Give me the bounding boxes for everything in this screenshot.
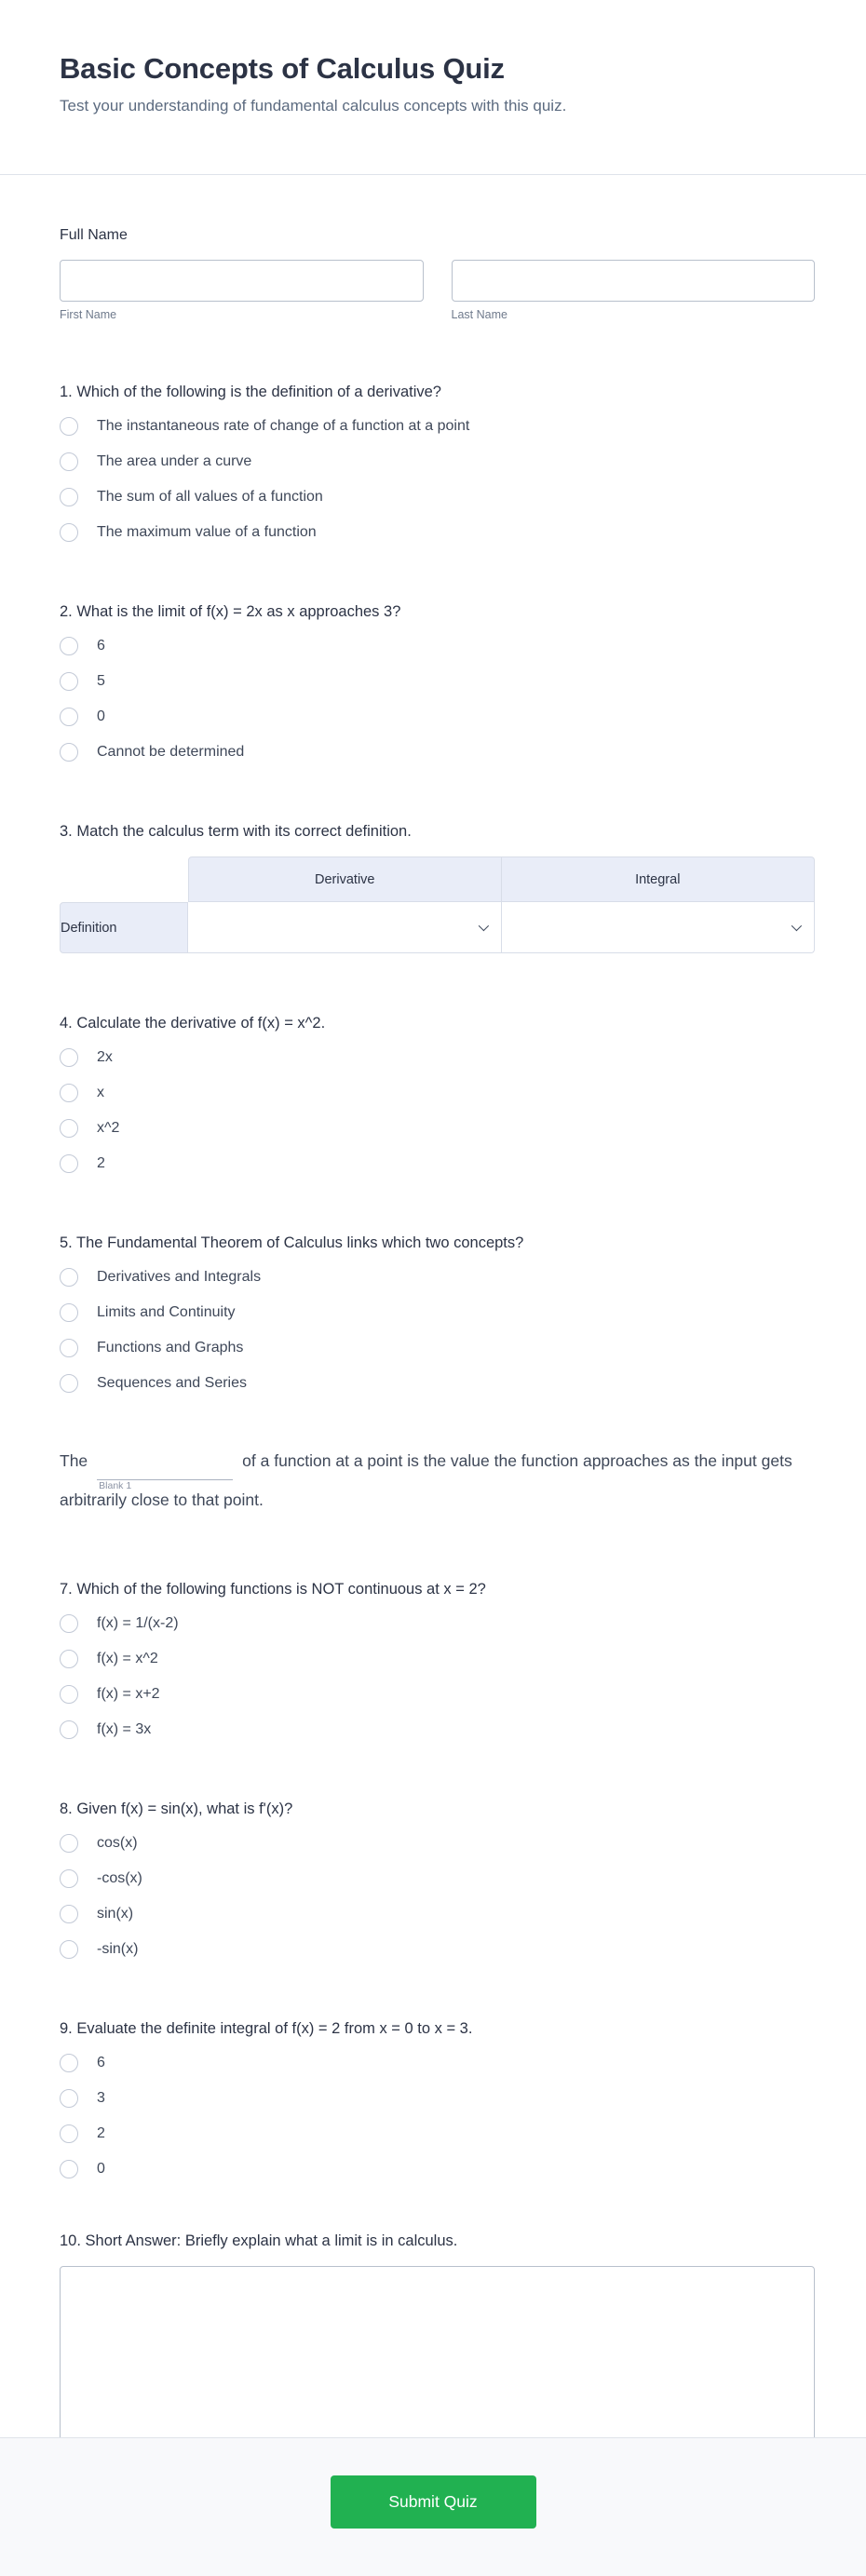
radio-option-label: -cos(x) bbox=[97, 1870, 142, 1886]
radio-option[interactable] bbox=[60, 1905, 815, 1923]
question-8 bbox=[60, 1799, 815, 1959]
blank-sublabel: Blank 1 bbox=[99, 1480, 132, 1491]
radio-option-label: f(x) = 1/(x-2) bbox=[97, 1615, 179, 1631]
radio-option-label: f(x) = 3x bbox=[97, 1721, 152, 1737]
radio-option[interactable] bbox=[60, 1614, 815, 1633]
radio-button-icon[interactable] bbox=[60, 1303, 78, 1322]
radio-option-label: 6 bbox=[97, 2055, 105, 2070]
radio-button-icon[interactable] bbox=[60, 1905, 78, 1923]
matrix-dropdown-integral[interactable] bbox=[502, 902, 816, 953]
radio-option[interactable] bbox=[60, 2160, 815, 2178]
radio-button-icon[interactable] bbox=[60, 672, 78, 691]
radio-option-label: sin(x) bbox=[97, 1906, 134, 1922]
matrix-body-row bbox=[60, 902, 815, 953]
fullname-label: Full Name bbox=[60, 227, 128, 243]
radio-button-icon[interactable] bbox=[60, 1374, 78, 1393]
last-name-sublabel: Last Name bbox=[451, 308, 507, 321]
matrix-column-header-integral: Integral bbox=[502, 856, 816, 902]
first-name-input[interactable] bbox=[60, 260, 424, 302]
text-after-blank: of a function at a point is the value the function approaches as the input gets arbitrarily close to that point. bbox=[60, 1451, 792, 1509]
radio-option[interactable] bbox=[60, 1119, 815, 1138]
question-2 bbox=[60, 601, 815, 762]
question-4 bbox=[60, 1013, 815, 1173]
question-3 bbox=[60, 821, 815, 953]
question-1 bbox=[60, 382, 815, 542]
radio-option-label: The sum of all values of a function bbox=[97, 489, 323, 505]
last-name-col bbox=[452, 260, 816, 322]
radio-option[interactable] bbox=[60, 2124, 815, 2143]
radio-option[interactable] bbox=[60, 743, 815, 762]
form-footer bbox=[0, 2437, 866, 2576]
radio-button-icon[interactable] bbox=[60, 1048, 78, 1067]
radio-option-label: Cannot be determined bbox=[97, 744, 245, 760]
radio-option[interactable] bbox=[60, 1685, 815, 1704]
question-label: 4. Calculate the derivative of f(x) = x^2. bbox=[60, 1015, 326, 1032]
radio-option[interactable] bbox=[60, 1834, 815, 1853]
question-label: 7. Which of the following functions is NOT continuous at x = 2? bbox=[60, 1581, 486, 1598]
radio-option[interactable] bbox=[60, 1339, 815, 1357]
radio-option-label: Derivatives and Integrals bbox=[97, 1269, 262, 1285]
radio-option[interactable] bbox=[60, 708, 815, 726]
radio-button-icon[interactable] bbox=[60, 1268, 78, 1287]
radio-option-label: 6 bbox=[97, 638, 105, 654]
matrix-column-header-derivative: Derivative bbox=[188, 856, 502, 902]
question-10 bbox=[60, 2231, 815, 2459]
form-body bbox=[0, 226, 866, 2459]
radio-option[interactable] bbox=[60, 1048, 815, 1067]
question-label: 3. Match the calculus term with its correct definition. bbox=[60, 823, 412, 840]
radio-button-icon[interactable] bbox=[60, 1834, 78, 1853]
question-7 bbox=[60, 1579, 815, 1739]
radio-option-label: 2 bbox=[97, 1155, 105, 1171]
submit-quiz-button[interactable]: Submit Quiz bbox=[331, 2475, 536, 2529]
radio-option-label: -sin(x) bbox=[97, 1941, 139, 1957]
questions-container bbox=[60, 382, 815, 2459]
radio-button-icon[interactable] bbox=[60, 452, 78, 471]
question-5 bbox=[60, 1233, 815, 1393]
short-answer-textarea[interactable] bbox=[60, 2266, 815, 2459]
matrix-table bbox=[60, 856, 815, 953]
chevron-down-icon bbox=[478, 921, 488, 931]
radio-option-label: The instantaneous rate of change of a function at a point bbox=[97, 418, 470, 434]
radio-button-icon[interactable] bbox=[60, 1685, 78, 1704]
radio-option-label: x bbox=[97, 1085, 104, 1100]
radio-button-icon[interactable] bbox=[60, 2124, 78, 2143]
text-before-blank: The bbox=[60, 1451, 88, 1470]
radio-option[interactable] bbox=[60, 1720, 815, 1739]
radio-option-label: Functions and Graphs bbox=[97, 1340, 244, 1355]
radio-option[interactable] bbox=[60, 523, 815, 542]
matrix-corner-cell bbox=[60, 856, 188, 902]
question-label: 2. What is the limit of f(x) = 2x as x approaches 3? bbox=[60, 603, 401, 620]
radio-button-icon[interactable] bbox=[60, 2160, 78, 2178]
radio-options-group bbox=[60, 1048, 815, 1173]
question-label: 5. The Fundamental Theorem of Calculus links which two concepts? bbox=[60, 1234, 524, 1251]
radio-option[interactable] bbox=[60, 1650, 815, 1668]
radio-option-label: f(x) = x+2 bbox=[97, 1686, 160, 1702]
question-6 bbox=[60, 1441, 815, 1519]
radio-options-group bbox=[60, 637, 815, 762]
radio-button-icon[interactable] bbox=[60, 1614, 78, 1633]
fullname-field bbox=[60, 226, 815, 322]
matrix-header-row bbox=[60, 856, 815, 902]
radio-option-label: 0 bbox=[97, 2161, 105, 2177]
radio-option[interactable] bbox=[60, 1303, 815, 1322]
question-label: 1. Which of the following is the definition of a derivative? bbox=[60, 384, 441, 400]
radio-button-icon[interactable] bbox=[60, 2054, 78, 2072]
radio-options-group bbox=[60, 2054, 815, 2178]
first-name-col bbox=[60, 260, 424, 322]
radio-options-group bbox=[60, 1614, 815, 1739]
fullname-inputs-row bbox=[60, 260, 815, 322]
radio-option[interactable] bbox=[60, 1940, 815, 1959]
radio-option[interactable] bbox=[60, 2089, 815, 2108]
radio-button-icon[interactable] bbox=[60, 1869, 78, 1888]
radio-button-icon[interactable] bbox=[60, 1154, 78, 1173]
radio-button-icon[interactable] bbox=[60, 1650, 78, 1668]
radio-option[interactable] bbox=[60, 1268, 815, 1287]
chevron-down-icon bbox=[792, 921, 802, 931]
radio-option-label: The area under a curve bbox=[97, 453, 252, 469]
radio-option-label: cos(x) bbox=[97, 1835, 138, 1851]
form-header bbox=[0, 0, 866, 175]
radio-button-icon[interactable] bbox=[60, 488, 78, 506]
radio-button-icon[interactable] bbox=[60, 1720, 78, 1739]
first-name-sublabel: First Name bbox=[60, 308, 117, 321]
radio-option-label: 2 bbox=[97, 2125, 105, 2141]
radio-option[interactable] bbox=[60, 488, 815, 506]
question-9 bbox=[60, 2018, 815, 2178]
radio-button-icon[interactable] bbox=[60, 1119, 78, 1138]
radio-option-label: 2x bbox=[97, 1049, 113, 1065]
radio-option-label: x^2 bbox=[97, 1120, 120, 1136]
radio-options-group bbox=[60, 1834, 815, 1959]
radio-option[interactable] bbox=[60, 417, 815, 436]
matrix-row-label: Definition bbox=[60, 902, 188, 953]
question-label: 9. Evaluate the definite integral of f(x) = 2 from x = 0 to x = 3. bbox=[60, 2020, 473, 2037]
radio-option[interactable] bbox=[60, 1374, 815, 1393]
radio-option-label: Limits and Continuity bbox=[97, 1304, 236, 1320]
short-answer-wrap bbox=[60, 2266, 815, 2459]
radio-button-icon[interactable] bbox=[60, 1940, 78, 1959]
radio-option[interactable] bbox=[60, 1084, 815, 1102]
radio-option-label: The maximum value of a function bbox=[97, 524, 317, 540]
radio-option[interactable] bbox=[60, 2054, 815, 2072]
radio-button-icon[interactable] bbox=[60, 743, 78, 762]
question-label: 8. Given f(x) = sin(x), what is f'(x)? bbox=[60, 1801, 293, 1817]
radio-button-icon[interactable] bbox=[60, 1339, 78, 1357]
form-subtitle: Test your understanding of fundamental calculus concepts with this quiz. bbox=[60, 97, 567, 115]
radio-option[interactable] bbox=[60, 452, 815, 471]
radio-option[interactable] bbox=[60, 1869, 815, 1888]
radio-option-label: Sequences and Series bbox=[97, 1375, 247, 1391]
matrix-dropdown-derivative[interactable] bbox=[188, 902, 502, 953]
radio-option[interactable] bbox=[60, 1154, 815, 1173]
radio-options-group bbox=[60, 1268, 815, 1393]
radio-option[interactable] bbox=[60, 637, 815, 655]
radio-option-label: 0 bbox=[97, 708, 105, 724]
last-name-input[interactable] bbox=[452, 260, 816, 302]
fill-blank-sentence bbox=[60, 1441, 815, 1519]
radio-button-icon[interactable] bbox=[60, 708, 78, 726]
radio-button-icon[interactable] bbox=[60, 523, 78, 542]
radio-button-icon[interactable] bbox=[60, 2089, 78, 2108]
radio-button-icon[interactable] bbox=[60, 1084, 78, 1102]
radio-button-icon[interactable] bbox=[60, 637, 78, 655]
radio-option-label: 3 bbox=[97, 2090, 105, 2106]
blank-input[interactable] bbox=[97, 1458, 233, 1491]
question-label: 10. Short Answer: Briefly explain what a limit is in calculus. bbox=[60, 2232, 458, 2249]
form-title: Basic Concepts of Calculus Quiz bbox=[60, 52, 505, 85]
radio-options-group bbox=[60, 417, 815, 542]
radio-option[interactable] bbox=[60, 672, 815, 691]
radio-option-label: 5 bbox=[97, 673, 105, 689]
radio-option-label: f(x) = x^2 bbox=[97, 1651, 158, 1666]
radio-button-icon[interactable] bbox=[60, 417, 78, 436]
